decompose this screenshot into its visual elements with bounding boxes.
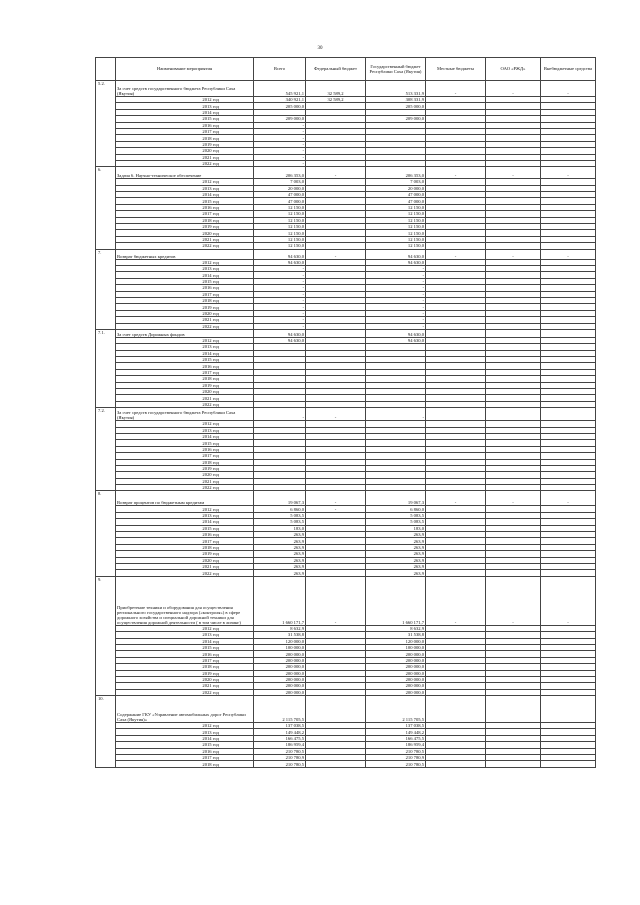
section-total-cell: -: [486, 491, 541, 506]
value-cell: 12 150,0: [254, 224, 306, 230]
section-total-cell: -: [306, 408, 366, 421]
year-label: 2020 год: [116, 472, 254, 478]
value-cell: -: [366, 310, 426, 316]
year-label: 2018 год: [116, 664, 254, 670]
section-total-cell: 2 115 705,5: [366, 696, 426, 723]
value-cell: 200 000,0: [254, 664, 306, 670]
value-cell: 200 000,0: [254, 689, 306, 695]
value-cell: 200 000,0: [366, 689, 426, 695]
year-label: 2022 год: [116, 401, 254, 407]
section-total-cell: 1 660 171,7: [366, 576, 426, 625]
value-cell: 137 038,5: [254, 723, 306, 729]
section-total-cell: -: [486, 249, 541, 259]
value-cell: 263,9: [366, 538, 426, 544]
year-label: 2013 год: [116, 512, 254, 518]
section-title: За счет средств государственного бюджета Республики Саха (Якутия): [116, 408, 254, 421]
section-number: 6.: [96, 167, 116, 249]
year-label: 2020 год: [116, 230, 254, 236]
year-label: 2016 год: [116, 748, 254, 754]
value-cell: -: [254, 265, 306, 271]
year-label: 2014 год: [116, 519, 254, 525]
value-cell: 263,9: [254, 570, 306, 576]
value-cell: -: [366, 304, 426, 310]
section-total-row: [96, 329, 596, 337]
value-cell: 12 150,0: [366, 243, 426, 249]
section-total-cell: 2 115 705,5: [254, 696, 306, 723]
value-cell: -: [254, 135, 306, 141]
value-cell: 263,9: [366, 532, 426, 538]
year-label: 2021 год: [116, 236, 254, 242]
year-label: 2013 год: [116, 427, 254, 433]
year-label: 2019 год: [116, 141, 254, 147]
section-total-row: [96, 167, 596, 179]
value-cell: -: [366, 323, 426, 329]
value-cell: -: [254, 291, 306, 297]
section-number: 7.1.: [96, 329, 116, 407]
value-cell: 32 589,2: [306, 97, 366, 103]
value-cell: 263,9: [254, 551, 306, 557]
year-label: 2014 год: [116, 433, 254, 439]
section-title: За счет средств государственного бюджета Республики Саха (Якутия): [116, 81, 254, 97]
value-cell: -: [254, 304, 306, 310]
year-label: 2017 год: [116, 211, 254, 217]
year-label: 2013 год: [116, 103, 254, 109]
header-num: [96, 58, 116, 81]
value-cell: 6 860,0: [366, 506, 426, 512]
year-label: 2013 год: [116, 632, 254, 638]
value-cell: 186 959,4: [254, 742, 306, 748]
section-total-cell: -: [254, 408, 306, 421]
value-cell: 263,9: [366, 544, 426, 550]
section-title: Приобретение техники и оборудования для осуществления регионального государственного надзора («контроля») в сфере дорожного хозяйства и специальной дорожной техники для осуществления дорожной деятельности ( в том числе в лизинг): [116, 576, 254, 625]
value-cell: -: [366, 285, 426, 291]
year-label: 2021 год: [116, 154, 254, 160]
value-cell: [426, 761, 486, 767]
section-number: 8.: [96, 491, 116, 576]
year-label: 2016 год: [116, 651, 254, 657]
value-cell: 47 000,0: [366, 192, 426, 198]
value-cell: -: [254, 122, 306, 128]
value-cell: 210 780,5: [254, 761, 306, 767]
value-cell: 12 150,0: [366, 217, 426, 223]
year-label: 2017 год: [116, 453, 254, 459]
section-total-cell: -: [486, 576, 541, 625]
year-label: 2017 год: [116, 128, 254, 134]
value-cell: -: [366, 272, 426, 278]
value-cell: 166 475,5: [366, 735, 426, 741]
year-label: 2021 год: [116, 478, 254, 484]
value-cell: 47 000,0: [254, 192, 306, 198]
header-state: Государственный бюджет Республики Саха (Якутия): [366, 58, 426, 81]
section-number: 10.: [96, 696, 116, 768]
value-cell: 200 000,0: [366, 676, 426, 682]
header-total: Всего: [254, 58, 306, 81]
section-total-row: [96, 249, 596, 259]
value-cell: 20 000,0: [254, 185, 306, 191]
year-label: 2018 год: [116, 459, 254, 465]
year-label: 2017 год: [116, 369, 254, 375]
section-number: 9.: [96, 576, 116, 695]
value-cell: 149 448,2: [366, 729, 426, 735]
value-cell: 94 630,0: [366, 337, 426, 343]
value-cell: [541, 761, 596, 767]
year-label: 2015 год: [116, 198, 254, 204]
value-cell: 12 150,0: [254, 236, 306, 242]
year-label: 2016 год: [116, 122, 254, 128]
value-cell: 12 150,0: [254, 243, 306, 249]
value-cell: 200 000,0: [366, 664, 426, 670]
year-label: 2017 год: [116, 755, 254, 761]
value-cell: 5 083,5: [254, 512, 306, 518]
year-label: 2021 год: [116, 395, 254, 401]
section-total-cell: -: [366, 408, 426, 421]
value-cell: 263,9: [254, 557, 306, 563]
value-cell: 8 632,9: [366, 625, 426, 631]
section-total-cell: 1 660 171,7: [254, 576, 306, 625]
value-cell: 100 000,0: [254, 644, 306, 650]
value-cell: -: [306, 506, 366, 512]
value-cell: -: [366, 297, 426, 303]
year-label: 2016 год: [116, 363, 254, 369]
value-cell: -: [254, 285, 306, 291]
value-cell: 263,9: [366, 564, 426, 570]
section-total-cell: -: [426, 249, 486, 259]
value-cell: 263,9: [366, 557, 426, 563]
year-label: 2012 год: [116, 179, 254, 185]
value-cell: 200 000,0: [254, 651, 306, 657]
year-label: 2012 год: [116, 625, 254, 631]
value-cell: 12 150,0: [366, 211, 426, 217]
value-cell: 200 000,0: [254, 676, 306, 682]
section-total-cell: -: [486, 167, 541, 179]
section-total-cell: 94 630,0: [366, 329, 426, 337]
year-label: 2014 год: [116, 272, 254, 278]
section-total-cell: -: [306, 576, 366, 625]
year-label: 2015 год: [116, 742, 254, 748]
year-label: 2016 год: [116, 204, 254, 210]
value-cell: 47 000,0: [366, 198, 426, 204]
section-total-cell: [541, 696, 596, 723]
section-total-cell: -: [306, 491, 366, 506]
section-total-cell: [426, 408, 486, 421]
section-total-row: [96, 491, 596, 506]
value-cell: -: [254, 317, 306, 323]
year-label: 2016 год: [116, 532, 254, 538]
section-title: Задача 6. Научно-техническое обеспечение: [116, 167, 254, 179]
section-title: Возврат процентов по бюджетным кредитам: [116, 491, 254, 506]
year-label: 2022 год: [116, 323, 254, 329]
year-label: 2015 год: [116, 116, 254, 122]
value-cell: 200 000,0: [254, 683, 306, 689]
section-title: Возврат бюджетных кредитов: [116, 249, 254, 259]
value-cell: [306, 761, 366, 767]
value-cell: 12 150,0: [254, 204, 306, 210]
year-label: 2014 год: [116, 638, 254, 644]
section-total-cell: -: [541, 167, 596, 179]
table-row: [96, 761, 596, 767]
year-label: 2012 год: [116, 259, 254, 265]
year-label: 2013 год: [116, 729, 254, 735]
value-cell: 6 860,0: [254, 506, 306, 512]
year-label: 2018 год: [116, 217, 254, 223]
page-number: 30: [317, 46, 323, 51]
value-cell: 209 000,0: [254, 116, 306, 122]
year-label: 2015 год: [116, 525, 254, 531]
value-cell: 7 003,0: [254, 179, 306, 185]
year-label: 2017 год: [116, 657, 254, 663]
section-total-cell: 206 353,0: [254, 167, 306, 179]
section-total-cell: 545 921,1: [254, 81, 306, 97]
year-label: 2014 год: [116, 109, 254, 115]
year-label: 2012 год: [116, 506, 254, 512]
year-label: 2016 год: [116, 285, 254, 291]
section-number: 7.2.: [96, 408, 116, 491]
section-total-cell: [426, 329, 486, 337]
year-label: 2020 год: [116, 148, 254, 154]
section-total-cell: -: [541, 249, 596, 259]
value-cell: -: [254, 160, 306, 166]
year-label: 2015 год: [116, 357, 254, 363]
value-cell: 200 000,0: [366, 651, 426, 657]
year-label: 2017 год: [116, 291, 254, 297]
value-cell: 210 780,5: [254, 748, 306, 754]
value-cell: 200 000,0: [366, 683, 426, 689]
year-label: 2021 год: [116, 317, 254, 323]
value-cell: 12 150,0: [254, 211, 306, 217]
year-label: 2016 год: [116, 446, 254, 452]
year-label: 2020 год: [116, 389, 254, 395]
year-label: 2013 год: [116, 344, 254, 350]
section-total-row: [96, 81, 596, 97]
section-number: 5.2.: [96, 81, 116, 167]
section-title: За счет средств Дорожных фондов: [116, 329, 254, 337]
value-cell: 210 780,9: [366, 755, 426, 761]
value-cell: 183,0: [254, 525, 306, 531]
section-total-cell: [541, 329, 596, 337]
value-cell: 100 000,0: [366, 644, 426, 650]
value-cell: -: [254, 148, 306, 154]
header-row: [96, 58, 596, 81]
section-total-cell: [426, 696, 486, 723]
year-label: 2022 год: [116, 689, 254, 695]
section-total-cell: 94 630,0: [366, 249, 426, 259]
value-cell: 31 538,8: [254, 632, 306, 638]
value-cell: 137 038,5: [366, 723, 426, 729]
budget-table: [95, 57, 596, 768]
table-body: [96, 81, 596, 768]
year-label: 2018 год: [116, 135, 254, 141]
value-cell: -: [254, 154, 306, 160]
value-cell: -: [366, 278, 426, 284]
value-cell: -: [366, 317, 426, 323]
year-label: 2019 год: [116, 224, 254, 230]
value-cell: 200 000,0: [254, 657, 306, 663]
value-cell: 8 632,9: [254, 625, 306, 631]
section-total-cell: 19 067,3: [366, 491, 426, 506]
value-cell: 20 000,0: [366, 185, 426, 191]
value-cell: 12 150,0: [366, 230, 426, 236]
section-total-cell: -: [306, 167, 366, 179]
value-cell: 12 150,0: [366, 204, 426, 210]
value-cell: -: [254, 310, 306, 316]
year-label: 2012 год: [116, 421, 254, 427]
year-label: 2018 год: [116, 544, 254, 550]
year-label: 2012 год: [116, 723, 254, 729]
year-label: 2021 год: [116, 564, 254, 570]
value-cell: 263,9: [254, 564, 306, 570]
year-label: 2013 год: [116, 265, 254, 271]
value-cell: 12 150,0: [254, 217, 306, 223]
header-federal: Федеральный бюджет: [306, 58, 366, 81]
value-cell: 210 780,5: [366, 761, 426, 767]
section-total-cell: [306, 696, 366, 723]
year-label: 2014 год: [116, 735, 254, 741]
year-label: 2022 год: [116, 243, 254, 249]
year-label: 2018 год: [116, 376, 254, 382]
year-label: 2020 год: [116, 310, 254, 316]
value-cell: 183,0: [366, 525, 426, 531]
value-cell: 94 630,0: [254, 337, 306, 343]
value-cell: 205 000,0: [254, 103, 306, 109]
year-label: 2022 год: [116, 485, 254, 491]
section-total-cell: 94 630,0: [254, 329, 306, 337]
year-label: 2019 год: [116, 304, 254, 310]
value-cell: 200 000,0: [366, 670, 426, 676]
value-cell: 210 780,9: [254, 755, 306, 761]
section-total-cell: 19 067,3: [254, 491, 306, 506]
value-cell: 209 000,0: [366, 116, 426, 122]
value-cell: 186 959,4: [366, 742, 426, 748]
section-total-cell: -: [486, 81, 541, 97]
header-name: Наименование мероприятия: [116, 58, 254, 81]
section-total-cell: 206 353,0: [366, 167, 426, 179]
value-cell: -: [254, 278, 306, 284]
year-label: 2015 год: [116, 278, 254, 284]
value-cell: 263,9: [366, 570, 426, 576]
year-label: 2014 год: [116, 192, 254, 198]
value-cell: 94 630,0: [254, 259, 306, 265]
section-total-cell: -: [306, 249, 366, 259]
year-label: 2019 год: [116, 670, 254, 676]
year-label: 2022 год: [116, 160, 254, 166]
section-total-cell: -: [426, 167, 486, 179]
year-label: 2018 год: [116, 297, 254, 303]
section-total-cell: 513 331,9: [366, 81, 426, 97]
value-cell: -: [254, 323, 306, 329]
year-label: 2012 год: [116, 337, 254, 343]
value-cell: 149 448,2: [254, 729, 306, 735]
section-total-cell: [306, 329, 366, 337]
value-cell: 5 083,5: [366, 512, 426, 518]
section-total-row: [96, 576, 596, 625]
value-cell: 12 150,0: [366, 224, 426, 230]
value-cell: 205 000,0: [366, 103, 426, 109]
section-number: 7.: [96, 249, 116, 329]
value-cell: 12 150,0: [254, 230, 306, 236]
year-label: 2019 год: [116, 465, 254, 471]
year-label: 2014 год: [116, 350, 254, 356]
section-total-cell: [541, 408, 596, 421]
year-label: 2013 год: [116, 185, 254, 191]
year-label: 2022 год: [116, 570, 254, 576]
year-label: 2021 год: [116, 683, 254, 689]
year-label: 2015 год: [116, 644, 254, 650]
section-total-cell: 32 589,2: [306, 81, 366, 97]
value-cell: 12 150,0: [366, 236, 426, 242]
value-cell: -: [254, 297, 306, 303]
value-cell: [486, 761, 541, 767]
value-cell: 263,9: [254, 532, 306, 538]
value-cell: 166 475,5: [254, 735, 306, 741]
value-cell: 5 083,5: [254, 519, 306, 525]
value-cell: -: [254, 272, 306, 278]
value-cell: 308 331,9: [366, 97, 426, 103]
section-total-cell: 94 630,0: [254, 249, 306, 259]
year-label: 2020 год: [116, 676, 254, 682]
year-label: 2017 год: [116, 538, 254, 544]
value-cell: 200 000,0: [366, 657, 426, 663]
value-cell: 120 000,0: [366, 638, 426, 644]
section-total-cell: -: [426, 491, 486, 506]
year-label: 2018 год: [116, 761, 254, 767]
value-cell: 263,9: [254, 538, 306, 544]
value-cell: 263,9: [254, 544, 306, 550]
value-cell: -: [366, 265, 426, 271]
value-cell: -: [254, 141, 306, 147]
value-cell: 120 000,0: [254, 638, 306, 644]
year-label: 2019 год: [116, 551, 254, 557]
section-total-cell: -: [426, 81, 486, 97]
value-cell: 31 538,8: [366, 632, 426, 638]
section-total-cell: [486, 408, 541, 421]
value-cell: 263,9: [366, 551, 426, 557]
value-cell: 5 083,5: [366, 519, 426, 525]
value-cell: 200 000,0: [254, 670, 306, 676]
section-title: Содержание ГКУ «Управление автомобильных дорог Республики Саха (Якутия)»: [116, 696, 254, 723]
year-label: 2019 год: [116, 382, 254, 388]
year-label: 2012 год: [116, 97, 254, 103]
section-total-row: [96, 696, 596, 723]
value-cell: 7 003,0: [366, 179, 426, 185]
value-cell: 340 921,1: [254, 97, 306, 103]
section-total-cell: -: [541, 81, 596, 97]
header-extrabudget: Внебюджетные средства: [541, 58, 596, 81]
section-total-cell: [486, 696, 541, 723]
value-cell: -: [366, 291, 426, 297]
value-cell: 94 630,0: [366, 259, 426, 265]
year-label: 2020 год: [116, 557, 254, 563]
value-cell: 47 000,0: [254, 198, 306, 204]
section-total-cell: [486, 329, 541, 337]
section-total-row: [96, 408, 596, 421]
value-cell: 210 780,5: [366, 748, 426, 754]
year-label: 2015 год: [116, 440, 254, 446]
header-rzd: ОАО «РЖД»: [486, 58, 541, 81]
section-total-cell: -: [541, 491, 596, 506]
section-total-cell: -: [426, 576, 486, 625]
header-local: Местные бюджеты: [426, 58, 486, 81]
value-cell: -: [254, 128, 306, 134]
section-total-cell: -: [541, 576, 596, 625]
